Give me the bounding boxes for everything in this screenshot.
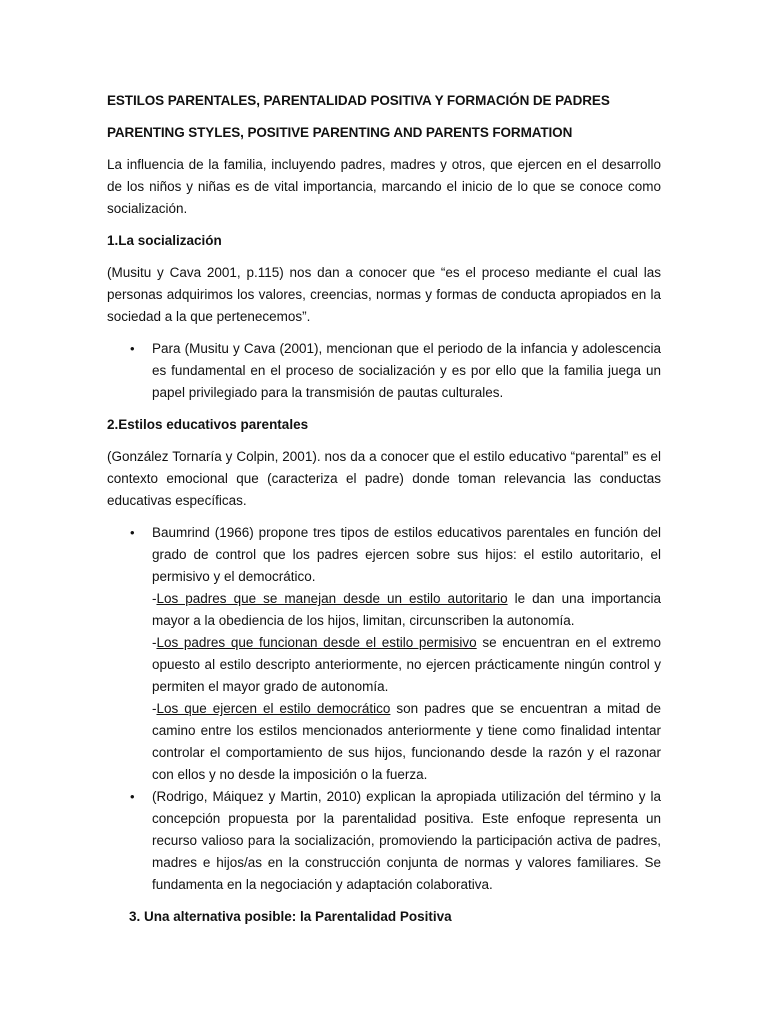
dash: - (152, 635, 157, 650)
section-3-title: 3. Una alternativa posible: la Parentalidad Positiva (129, 909, 452, 924)
section-1-paragraph: (Musitu y Cava 2001, p.115) nos dan a conocer que “es el proceso mediante el cual las personas adquirimos los valores, creencias, normas y formas de conducta apropiados en la sociedad a la que pertenecemos”. (107, 265, 661, 324)
baumrind-bullet (130, 522, 661, 786)
intro-paragraph: La influencia de la familia, incluyendo padres, madres y otros, que ejercen en el desarrollo de los niños y niñas es de vital importancia, marcando el inicio de lo que se conoce como socialización. (107, 157, 661, 216)
section-2-title: 2.Estilos educativos parentales (107, 417, 309, 432)
section-1-title: 1.La socialización (107, 233, 222, 248)
baumrind-intro-text: Baumrind (1966) propone tres tipos de estilos educativos parentales en función del grado de control que los padres ejercen sobre sus hijos: el estilo autoritario, el permisivo y el democrático. (152, 525, 661, 584)
section-1-bullet-text: Para (Musitu y Cava (2001), mencionan que el periodo de la infancia y adolescencia es fundamental en el proceso de socialización y es por ello que la familia juega un papel privilegiado para la transmisión de pautas culturales. (152, 341, 661, 400)
rodrigo-bullet-text: (Rodrigo, Máiquez y Martin, 2010) explican la apropiada utilización del término y la concepción propuesta por la parentalidad positiva. Este enfoque representa un recurso valioso para la socialización, promoviendo la participación activa de padres, madres e hijos/as en la construcción conjunta de normas y valores familiares. Se fundamenta en la negociación y adaptación colaborativa. (152, 789, 661, 892)
section-2-bullet-list (107, 522, 661, 896)
bullet-icon: • (130, 341, 135, 356)
permissive-style-text (152, 632, 661, 698)
democratic-style-text (152, 698, 661, 786)
democratic-style-rest: son padres que se encuentran a mitad de camino entre los estilos mencionados anteriormente y tiene como finalidad intentar controlar el comportamiento de sus hijos, funcionando desde la razón y el razonar con ellos y no desde la imposición o la fuerza. (152, 701, 661, 782)
authoritarian-style-rest: le dan una importancia mayor a la obediencia de los hijos, limitan, circunscriben la autonomía. (152, 591, 661, 628)
title-english: PARENTING STYLES, POSITIVE PARENTING AND PARENTS FORMATION (107, 125, 573, 140)
dash: - (152, 701, 157, 716)
authoritarian-style-text (152, 588, 661, 632)
section-1-bullet-list (107, 338, 661, 404)
dash: - (152, 591, 157, 606)
authoritarian-style-underlined: Los padres que se manejan desde un estilo autoritario (156, 591, 508, 606)
rodrigo-bullet (130, 786, 661, 896)
bullet-icon: • (130, 789, 135, 804)
democratic-style-underlined: Los que ejercen el estilo democrático (156, 701, 391, 716)
permissive-style-underlined: Los padres que funcionan desde el estilo permisivo (156, 635, 477, 650)
section-1-bullet (130, 338, 661, 404)
bullet-icon: • (130, 525, 135, 540)
section-2-paragraph: (González Tornaría y Colpin, 2001). nos da a conocer que el estilo educativo “parental” es el contexto emocional que (caracteriza el padre) donde toman relevancia las conductas educativas específicas. (107, 449, 661, 508)
title-spanish: ESTILOS PARENTALES, PARENTALIDAD POSITIVA Y FORMACIÓN DE PADRES (107, 93, 610, 108)
permissive-style-rest: se encuentran en el extremo opuesto al estilo descripto anteriormente, no ejercen prácticamente ningún control y permiten el mayor grado de autonomía. (152, 635, 661, 694)
